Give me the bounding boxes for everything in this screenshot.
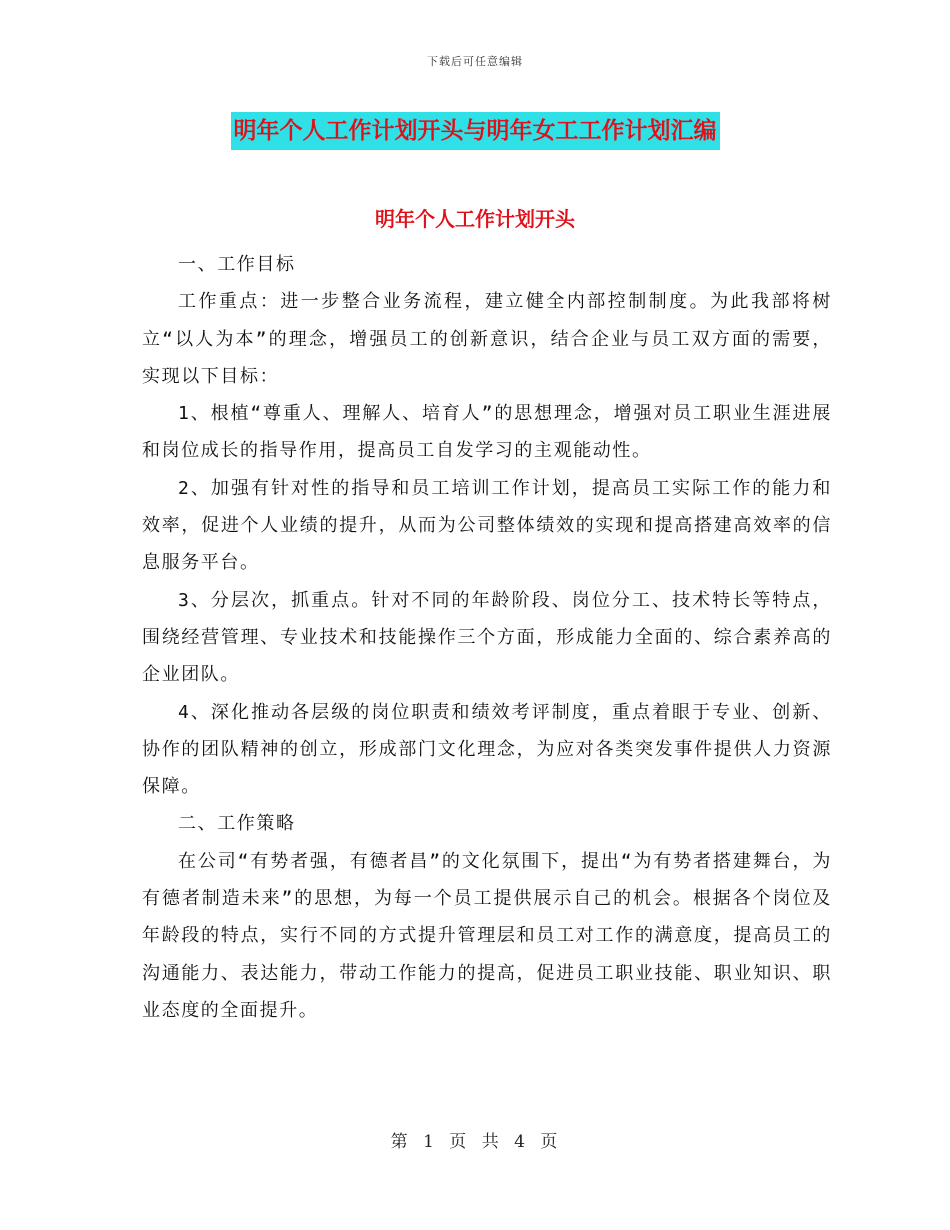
paragraph-strategy: 在公司“有势者强，有德者昌”的文化氛围下，提出“为有势者搭建舞台，为有德者制造未来”的思想，为每一个员工提供展示自己的机会。根据各个岗位及年龄段的特点，实行不同的方式提升管理层和员工对工作的满意度，提高员工的沟通能力、表达能力，带动工作能力的提高，促进员工职业技能、职业知识、职业态度的全面提升。 — [142, 850, 832, 1021]
main-title-container — [0, 112, 950, 150]
heading-work-strategy: 二、工作策略 — [178, 813, 296, 835]
page-footer: 第 1 页 共 4 页 — [390, 1132, 560, 1152]
paragraph-goal-1: 1、根植“尊重人、理解人、培育人”的思想理念，增强对员工职业生涯进展和岗位成长的指导作用，提高员工自发学习的主观能动性。 — [142, 403, 832, 462]
document-body — [142, 246, 832, 1029]
heading-work-goals: 一、工作目标 — [178, 254, 296, 275]
section-title: 明年个人工作计划开头 — [375, 207, 575, 231]
paragraph-goal-2: 2、加强有针对性的指导和员工培训工作计划，提高员工实际工作的能力和效率，促进个人业绩的提升，从而为公司整体绩效的实现和提高搭建高效率的信息服务平台。 — [142, 477, 832, 574]
paragraph-goal-4: 4、深化推动各层级的岗位职责和绩效考评制度，重点着眼于专业、创新、协作的团队精神的创立，形成部门文化理念，为应对各类突发事件提供人力资源保障。 — [142, 701, 832, 798]
header-note: 下载后可任意编辑 — [427, 55, 523, 68]
main-title: 明年个人工作计划开头与明年女工工作计划汇编 — [231, 112, 720, 150]
paragraph-work-focus: 工作重点：进一步整合业务流程，建立健全内部控制制度。为此我部将树立“以人为本”的理念，增强员工的创新意识，结合企业与员工双方面的需要，实现以下目标： — [142, 291, 832, 387]
paragraph-goal-3: 3、分层次，抓重点。针对不同的年龄阶段、岗位分工、技术特长等特点，围绕经营管理、专业技术和技能操作三个方面，形成能力全面的、综合素养高的企业团队。 — [142, 589, 832, 686]
